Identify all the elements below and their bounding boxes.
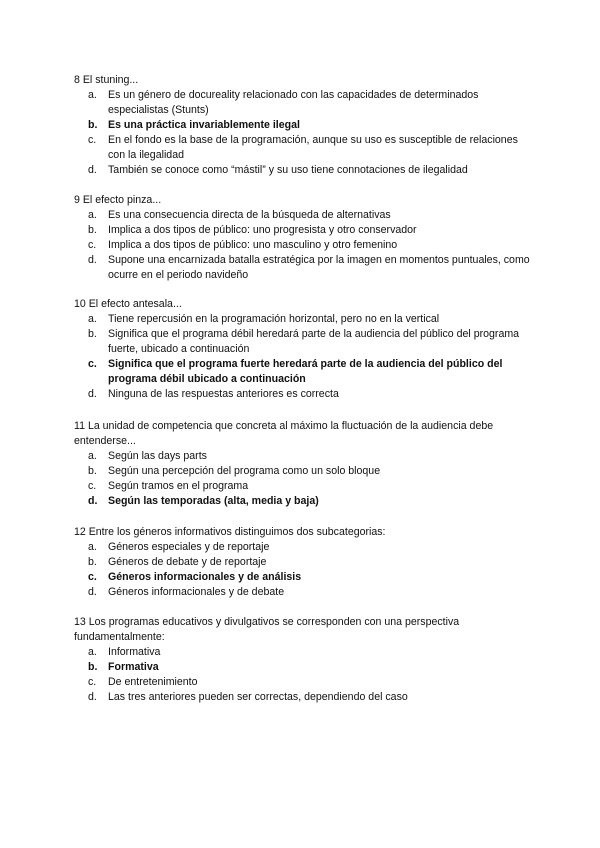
question-stem: 13 Los programas educativos y divulgativos se corresponden con una perspectiva fundamentalmente:	[74, 616, 460, 643]
option-d	[74, 690, 534, 705]
option-letter: b.	[88, 465, 97, 477]
question-stem: 9 El efecto pinza...	[74, 194, 162, 206]
option-b	[74, 555, 534, 570]
question-stem: 11 La unidad de competencia que concreta al máximo la fluctuación de la audiencia debe entenderse...	[74, 420, 494, 447]
option-text: Según las temporadas (alta, media y baja)	[108, 495, 319, 507]
option-b-correct	[74, 118, 534, 133]
option-b	[74, 223, 534, 238]
option-text: De entretenimiento	[108, 676, 198, 688]
option-c-correct	[74, 357, 534, 387]
question-9	[74, 193, 534, 283]
question-12	[74, 525, 534, 600]
option-letter: c.	[88, 134, 97, 146]
option-d	[74, 585, 534, 600]
option-c	[74, 238, 534, 253]
option-b-correct	[74, 660, 534, 675]
option-d-correct	[74, 494, 534, 509]
question-11	[74, 419, 534, 509]
option-text: Géneros informacionales y de análisis	[108, 571, 302, 583]
option-letter: d.	[88, 164, 97, 176]
option-text: Significa que el programa fuerte heredará parte de la audiencia del público del programa débil ubicado a continuación	[108, 358, 503, 385]
option-letter: a.	[88, 209, 97, 221]
option-text: Formativa	[108, 661, 159, 673]
option-text: Implica a dos tipos de público: uno masculino y otro femenino	[108, 239, 398, 251]
option-letter: a.	[88, 313, 97, 325]
option-b	[74, 327, 534, 357]
option-letter: d.	[88, 388, 97, 400]
option-text: Según una percepción del programa como un solo bloque	[108, 465, 381, 477]
option-letter: c.	[88, 239, 97, 251]
question-stem: 12 Entre los géneros informativos distinguimos dos subcategorias:	[74, 526, 386, 538]
question-13	[74, 615, 534, 705]
option-text: Géneros especiales y de reportaje	[108, 541, 270, 553]
option-text: También se conoce como “mástil” y su uso tiene connotaciones de ilegalidad	[108, 164, 468, 176]
option-letter: c.	[88, 676, 97, 688]
option-letter: d.	[88, 254, 97, 266]
option-a	[74, 88, 534, 118]
option-c	[74, 133, 534, 163]
option-text: Implica a dos tipos de público: uno progresista y otro conservador	[108, 224, 417, 236]
option-text: Significa que el programa débil heredará parte de la audiencia del público del programa fuerte, ubicado a continuación	[108, 328, 520, 355]
option-a	[74, 540, 534, 555]
option-c	[74, 675, 534, 690]
question-8	[74, 73, 534, 178]
option-text: Géneros informacionales y de debate	[108, 586, 285, 598]
option-text: Según tramos en el programa	[108, 480, 249, 492]
option-b	[74, 464, 534, 479]
option-letter: b.	[88, 661, 98, 673]
option-c	[74, 479, 534, 494]
option-text: Ninguna de las respuestas anteriores es correcta	[108, 388, 339, 400]
option-text: Tiene repercusión en la programación horizontal, pero no en la vertical	[108, 313, 440, 325]
option-text: Según las days parts	[108, 450, 207, 462]
option-text: Es una práctica invariablemente ilegal	[108, 119, 300, 131]
option-letter: a.	[88, 646, 97, 658]
option-text: Géneros de debate y de reportaje	[108, 556, 267, 568]
option-letter: a.	[88, 450, 97, 462]
option-letter: d.	[88, 495, 98, 507]
question-10	[74, 297, 534, 402]
option-letter: c.	[88, 358, 97, 370]
option-a	[74, 645, 534, 660]
option-letter: b.	[88, 328, 97, 340]
option-letter: a.	[88, 541, 97, 553]
option-a	[74, 449, 534, 464]
option-letter: d.	[88, 586, 97, 598]
option-c-correct	[74, 570, 534, 585]
option-text: Es un género de docureality relacionado con las capacidades de determinados especialistas (Stunts)	[108, 89, 479, 116]
option-d	[74, 163, 534, 178]
option-letter: c.	[88, 571, 97, 583]
option-text: En el fondo es la base de la programación, aunque su uso es susceptible de relaciones con la ilegalidad	[108, 134, 518, 161]
option-letter: d.	[88, 691, 97, 703]
option-a	[74, 208, 534, 223]
option-a	[74, 312, 534, 327]
option-letter: b.	[88, 119, 98, 131]
option-d	[74, 253, 534, 283]
option-letter: c.	[88, 480, 97, 492]
option-text: Las tres anteriores pueden ser correctas, dependiendo del caso	[108, 691, 408, 703]
question-stem: 8 El stuning...	[74, 74, 139, 86]
option-text: Supone una encarnizada batalla estratégica por la imagen en momentos puntuales, como ocurre en el periodo navideño	[108, 254, 530, 281]
option-letter: a.	[88, 89, 97, 101]
option-text: Informativa	[108, 646, 161, 658]
question-stem: 10 El efecto antesala...	[74, 298, 182, 310]
option-text: Es una consecuencia directa de la búsqueda de alternativas	[108, 209, 391, 221]
option-letter: b.	[88, 224, 97, 236]
option-d	[74, 387, 534, 402]
option-letter: b.	[88, 556, 97, 568]
